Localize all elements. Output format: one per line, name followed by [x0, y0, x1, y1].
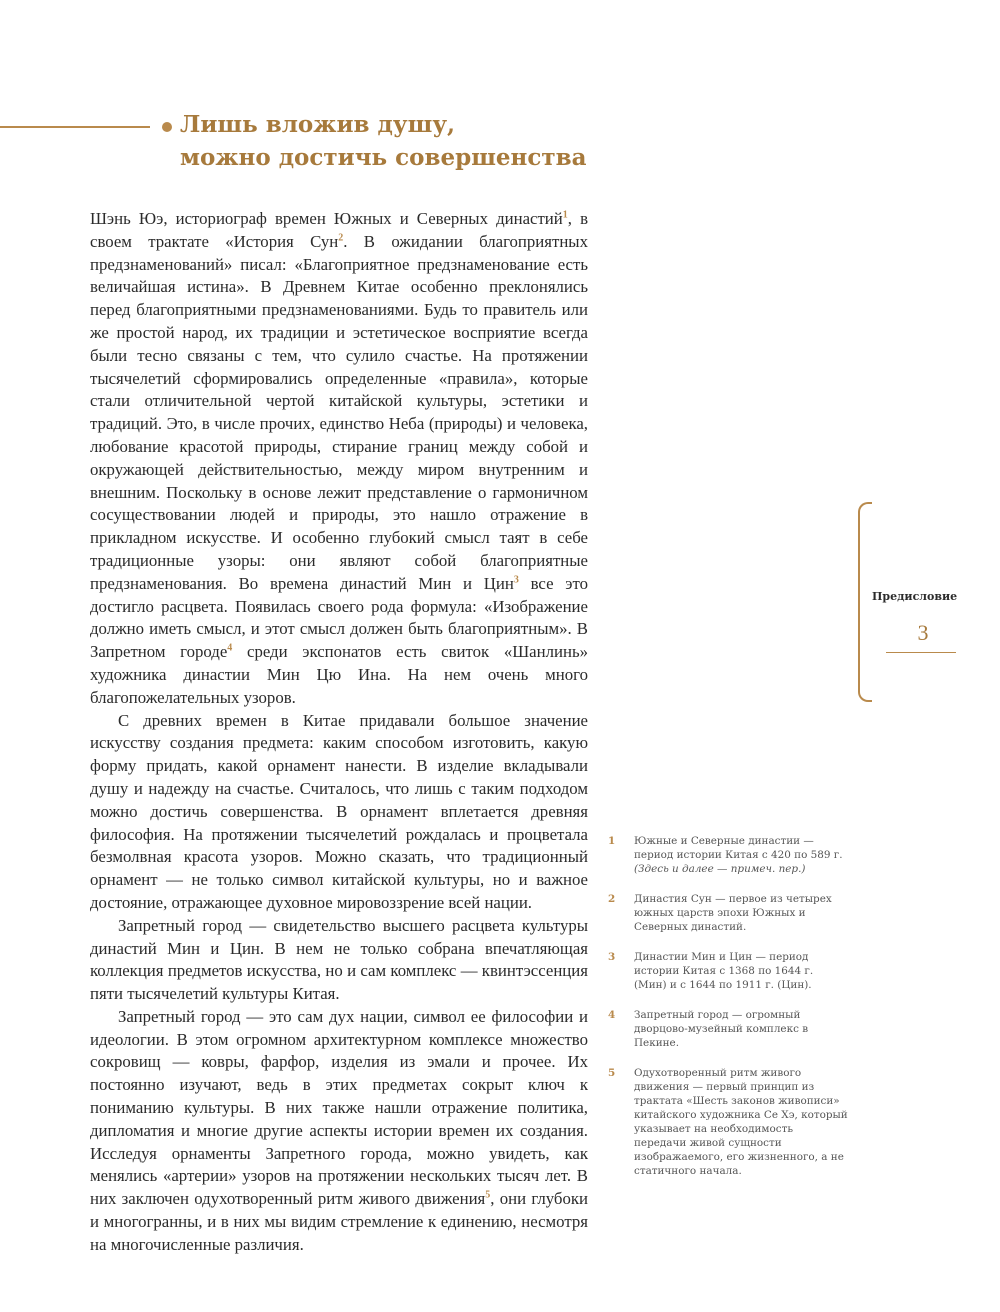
footnote-text: Династии Мин и Цин — период истории Китая с 1368 по 1644 г. (Мин) и с 1644 по 1911 г. (Цин).: [634, 951, 814, 991]
footnote-ref-5[interactable]: 5: [485, 1189, 491, 1201]
paragraph-1: [90, 208, 588, 710]
footnote-number: 3: [608, 951, 616, 963]
footnote: [608, 950, 848, 992]
text-run: , в своем трактате «История Сун: [90, 209, 588, 251]
text-run: среди экспонатов есть свиток «Шанлинь» художника династии Мин Цю Ина. На нем очень много благопожелательных узоров.: [90, 642, 588, 707]
footnote-ref-3[interactable]: 3: [513, 574, 519, 586]
footnote-translator-note: (Здесь и далее — примеч. пер.): [634, 863, 806, 875]
footnote-number: 5: [608, 1067, 616, 1079]
section-label: Предисловие: [872, 590, 958, 603]
footnote-body: Южные и Северные династии — период истории Китая с 420 по 589 г.: [634, 835, 843, 861]
footnote-ref-4[interactable]: 4: [227, 642, 233, 654]
footnote-text: Одухотворенный ритм живого движения — первый принцип из трактата «Шесть законов живописи» китайского художника Се Хэ, который указывает на необходимость передачи живой сущности изображаемого, его жизненного, а не статичного начала.: [634, 1067, 848, 1177]
footnote-ref-1[interactable]: 1: [562, 209, 568, 221]
footnote: [608, 1066, 848, 1178]
text-run: , они глубоки и многогранны, и в них мы видим стремление к единению, несмотря на многочисленные различия.: [90, 1189, 588, 1254]
page-number-underline: [886, 652, 956, 653]
text-run: Запретный город — это сам дух нации, символ ее философии и идеологии. В этом огромном архитектурном комплексе множество сокровищ — ковры, фарфор, изделия из эмали и прочее. Их постоянно изучают, ведь в этих предметах сокрыт ключ к пониманию культуры. В них также нашли отражение политика, дипломатия и многие другие аспекты истории времен их создания. Исследуя орнаменты Запретного города, можно увидеть, как менялись «артерии» узоров на протяжении нескольких тысяч лет. В них заключен одухотворенный ритм живого движения: [90, 1006, 588, 1209]
page-number: 3: [917, 620, 929, 645]
footnote: [608, 1008, 848, 1050]
heading-rule: [0, 126, 150, 128]
text-run: . В ожидании благоприятных предзнаменований» писал: «Благоприятное предзнаменование есть величайшая истина». В Древнем Китае особенно преклонялись перед благоприятными предзнаменованиями. Будь то правитель или же простой народ, их традиции и эстетическое восприятие всегда были тесно связаны с тем, что сулило счастье. На протяжении тысячелетий сформировались определенные «правила», которые стали отличительной чертой китайской культуры, эстетики и традиций. Это, в числе прочих, единство Неба (природы) и человека, любование красотой природы, стирание границ между собой и окружающей действительностью, между миром внутренним и внешним. Поскольку в основе лежит представление о гармоничном сосуществовании людей и природы, это нашло отражение в прикладном искусстве. И особенно глубокий смысл таят в себе традиционные узоры: они являют собой благоприятные предзнаменования. Во времена династий Мин и Цин: [90, 231, 588, 593]
section-tab: [858, 502, 958, 700]
footnotes: [608, 834, 848, 1194]
paragraph-4: [90, 1006, 588, 1257]
footnote-text: Запретный город — огромный дворцово-музейный комплекс в Пекине.: [634, 1009, 809, 1049]
paragraph-2: С древних времен в Китае придавали большое значение искусству создания предмета: каким способом изготовить, какую форму придать, какой орнамент нанести. В изделие вкладывали душу и надежду на счастье. Считалось, что лишь с таким подходом можно достичь совершенства. В орнамент вплетается древняя философия. На протяжении тысячелетий рождалась и процветала безмолвная красота узоров. Можно сказать, что традиционный орнамент — не только символ китайской культуры, но и важное достояние, отражающее духовное мировоззрение всей нации.: [90, 710, 588, 912]
page-title-line-2: можно достичь совершенства: [180, 144, 587, 171]
footnote-number: 4: [608, 1009, 616, 1021]
footnote-text: Династия Сун — первое из четырех южных царств эпохи Южных и Северных династий.: [634, 893, 832, 933]
bracket-icon: [858, 502, 872, 702]
page-title: [180, 108, 587, 174]
footnote: [608, 892, 848, 934]
main-text: [90, 208, 588, 1257]
footnote-ref-2[interactable]: 2: [338, 232, 344, 244]
text-run: все это достигло расцвета. Появилась своего рода формула: «Изображение должно иметь смысл, и этот смысл должен быть благоприятным». В Запретном городе: [90, 573, 588, 662]
footnote-number: 1: [608, 835, 616, 847]
page-title-line-1: Лишь вложив душу,: [180, 111, 456, 138]
footnote-number: 2: [608, 893, 616, 905]
paragraph-3: Запретный город — свидетельство высшего расцвета культуры династий Мин и Цин. В нем не только собрана впечатляющая коллекция предметов искусства, но и сам комплекс — квинтэссенция пяти тысячелетий культуры Китая.: [90, 915, 588, 1004]
heading-bullet-icon: [162, 122, 172, 132]
footnote: [608, 834, 848, 876]
footnote-text: [634, 834, 848, 876]
text-run: Шэнь Юэ, историограф времен Южных и Северных династий: [90, 209, 563, 228]
